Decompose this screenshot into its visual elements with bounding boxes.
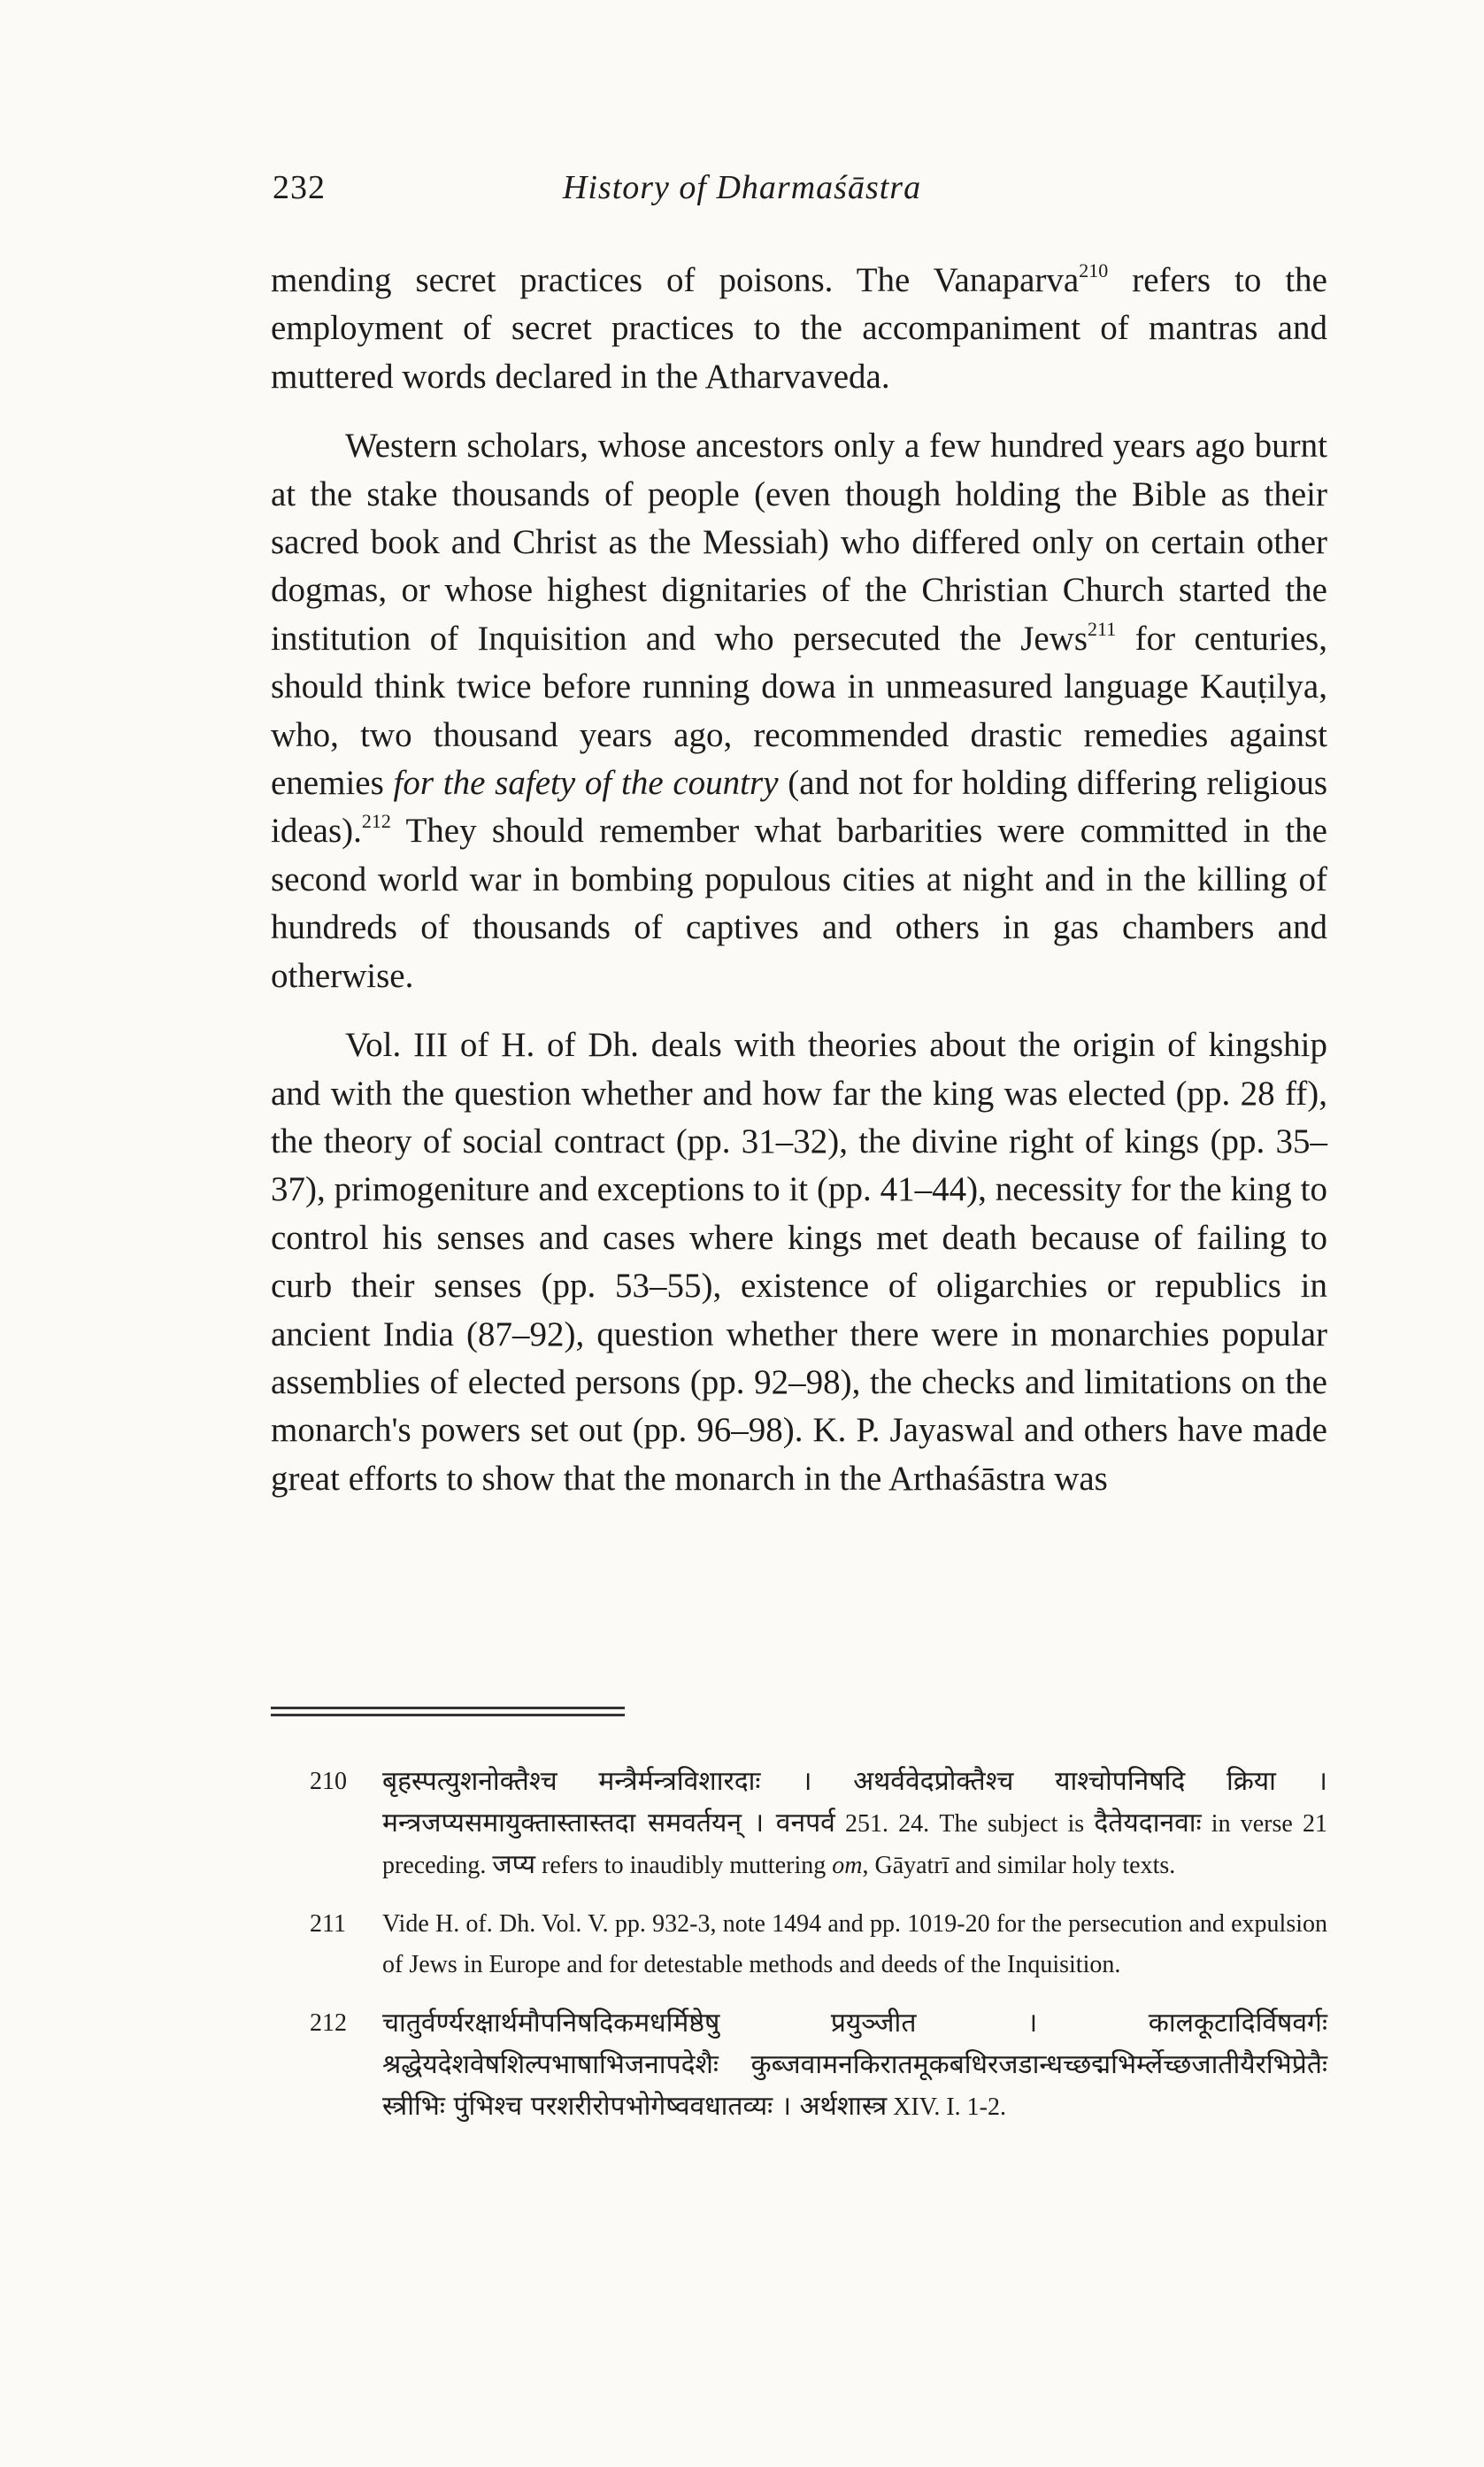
running-title: History of Dharmaśāstra <box>562 169 922 206</box>
footnote-ref-210: 210 <box>1079 259 1109 281</box>
footnote-ref-212: 212 <box>361 810 391 833</box>
paragraph-3: Vol. III of H. of Dh. deals with theories about the origin of kingship and with the question whether and how far the king was elected (pp. 28 ff), the theory of social contract (pp. 31–32), the divine right of kings (pp. 35–37), primogeniture and exceptions to it (pp. 41–44), necessity for the king to control his senses and cases where kings met death because of failing to curb their senses (pp. 53–55), existence of oligarchies or republics in ancient India (87–92), question whether there were in monarchies popular assemblies of elected persons (pp. 92–98), the checks and limitations on the monarch's powers set out (pp. 96–98). K. P. Jayaswal and others have made great efforts to show that the monarch in the Arthaśāstra was <box>271 1026 1327 1498</box>
footnote-number: 212 <box>310 2009 347 2037</box>
footnote-210: 210 बृहस्पत्युशनोक्तैश्च मन्त्रैर्मन्त्रविशारदाः । अथर्ववेदप्रोक्तैश्च याश्चोपनिषदि क्रिया । मन्त्रजप्यसमायुक्तास्तास्तदा समवर्तयन् । वनपर्व 251. 24. The subject is दैतेयदानवाः in verse 21 preceding. जप्य refers to inaudibly muttering om, Gāyatrī and similar holy texts. <box>310 1762 1327 1886</box>
paragraph-2: Western scholars, whose ancestors only a few hundred years ago burnt at the stake thousands of people (even though holding the Bible as their sacred book and Christ as the Messiah) who differed only on certain other dogmas, or whose highest dignitaries of the Christian Church started the institution of Inquisition and who persecuted the Jews$^{211}$ for centuries, should think twice before running dowa in unmeasured language Kauṭilya, who, two thousand years ago, recommended drastic remedies against enemies for the safety of the country (and not for holding differing religious ideas).$^{212}$ They should remember what barbarities were committed in the second world war in bombing populous cities at night and in the killing of hundreds of thousands of captives and others in gas chambers and otherwise. <box>271 427 1327 995</box>
page-header <box>0 168 1484 221</box>
footnote-211: 211 Vide H. of. Dh. Vol. V. pp. 932-3, note 1494 and pp. 1019-20 for the persecution and expulsion of Jews in Europe and for detestable methods and deeds of the Inquisition. <box>310 1904 1327 1985</box>
footnote-rule <box>271 1707 625 1721</box>
footnote-212: 212 चातुर्वर्ण्यरक्षार्थमौपनिषदिकमधर्मिष्ठेषु प्रयुञ्जीत । कालकूटादिर्विषवर्गः श्रद्धेयदेशवेषशिल्पभाषाभिजनापदेशैः कुब्जवामनकिरातमूकबधिरजडान्धच्छद्मभिर्म्लेच्छजातीयैरभिप्रेतैः स्त्रीभिः पुंभिश्च परशरीरोपभोगेष्ववधातव्यः । अर्थशास्त्र XIV. I. 1-2. <box>310 2003 1327 2128</box>
main-text <box>271 257 1327 1524</box>
footnote-number: 210 <box>310 1768 347 1795</box>
paragraph-1: mending secret practices of poisons. The Vanaparva$^{210}$ refers to the employment of secret practices to the accompaniment of mantras and muttered words declared in the Atharvaveda. <box>271 259 1327 396</box>
footnote-ref-211: 211 <box>1088 617 1117 640</box>
italic-phrase: for the safety of the country <box>393 764 779 803</box>
footnote-number: 211 <box>310 1910 346 1938</box>
footnotes <box>310 1762 1327 2146</box>
page-number: 232 <box>273 169 326 206</box>
